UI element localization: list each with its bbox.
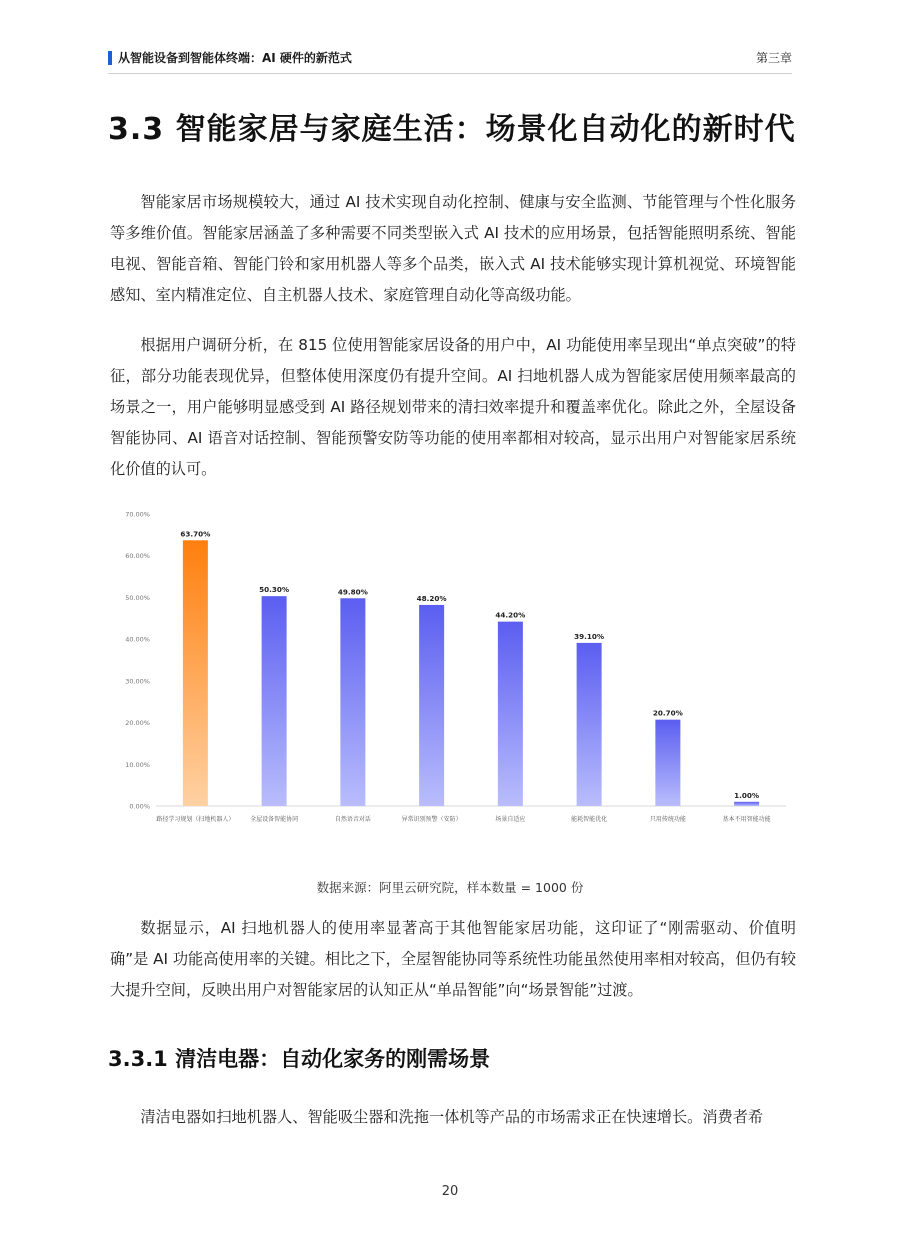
header-divider (108, 73, 792, 74)
body-paragraph-1: 智能家居市场规模较大，通过 AI 技术实现自动化控制、健康与安全监测、节能管理与个性化服务等多维价值。智能家居涵盖了多种需要不同类型嵌入式 AI 技术的应用场景，包括智能照明系统、智能电视、智能音箱、智能门铃和家用机器人等多个品类，嵌入式 AI 技术能够实现计算机视觉、环境智能感知、室内精准定位、自主机器人技术、家庭管理自动化等高级功能。 (110, 193, 796, 304)
y-tick-label: 30.00% (125, 677, 150, 686)
bar-value-label: 48.20% (416, 593, 447, 603)
bar-value-label: 63.70% (180, 529, 211, 539)
bar (655, 720, 680, 806)
chart-source-note: 数据来源：阿里云研究院，样本数量 = 1000 份 (316, 880, 584, 895)
y-tick-label: 60.00% (125, 552, 150, 561)
y-tick-label: 70.00% (125, 510, 150, 519)
y-tick-label: 40.00% (125, 635, 150, 644)
y-tick-label: 20.00% (125, 719, 150, 728)
category-label: 全屋设备智能协同 (250, 816, 299, 823)
bar (183, 540, 208, 806)
category-label: 自然语音对话 (334, 816, 371, 823)
bar (577, 643, 602, 806)
bar-value-label: 1.00% (734, 790, 760, 800)
category-label: 基本不用智能功能 (722, 816, 771, 823)
category-label: 只用传统功能 (649, 816, 686, 823)
running-header-chapter: 第三章 (755, 51, 792, 65)
running-header-title: 从智能设备到智能体终端：AI 硬件的新范式 (118, 51, 352, 65)
bar-value-label: 50.30% (259, 585, 290, 595)
bar (340, 598, 365, 806)
bar-value-label: 49.80% (337, 587, 368, 597)
usage-rate-bar-chart (110, 500, 796, 840)
bar (262, 596, 287, 806)
header-accent-bar (108, 51, 112, 65)
category-label: 异常识别预警（安防） (401, 816, 462, 823)
category-label: 路径学习规划（扫地机器人） (156, 816, 235, 823)
bar-value-label: 20.70% (652, 708, 683, 718)
subsection-title: 3.3.1 清洁电器：自动化家务的刚需场景 (108, 1047, 491, 1071)
y-tick-label: 10.00% (125, 760, 150, 769)
section-title: 3.3 智能家居与家庭生活：场景化自动化的新时代 (108, 112, 796, 147)
chart-canvas (110, 500, 796, 840)
bar (734, 802, 759, 806)
category-label: 场景自适应 (495, 816, 526, 823)
bar-value-label: 39.10% (574, 631, 605, 641)
category-label: 能耗智能优化 (571, 816, 608, 823)
bar-value-label: 44.20% (495, 610, 526, 620)
y-tick-label: 50.00% (125, 593, 150, 602)
bar (419, 605, 444, 806)
body-paragraph-3: 数据显示，AI 扫地机器人的使用率显著高于其他智能家居功能，这印证了“刚需驱动、价值明确”是 AI 功能高使用率的关键。相比之下，全屋智能协同等系统性功能虽然使用率相对较高，但仍有较大提升空间，反映出用户对智能家居的认知正从“单品智能”向“场景智能”过渡。 (110, 919, 796, 999)
body-paragraph-2: 根据用户调研分析，在 815 位使用智能家居设备的用户中，AI 功能使用率呈现出“单点突破”的特征，部分功能表现优异，但整体使用深度仍有提升空间。AI 扫地机器人成为智能家居使用频率最高的场景之一，用户能够明显感受到 AI 路径规划带来的清扫效率提升和覆盖率优化。除此之外，全屋设备智能协同、AI 语音对话控制、智能预警安防等功能的使用率都相对较高，显示出用户对智能家居系统化价值的认可。 (110, 336, 796, 478)
y-tick-label: 0.00% (129, 802, 150, 811)
subsection-paragraph: 清洁电器如扫地机器人、智能吸尘器和洗拖一体机等产品的市场需求正在快速增长。消费者希 (140, 1108, 764, 1126)
bar (498, 622, 523, 806)
page-number: 20 (441, 1184, 459, 1199)
